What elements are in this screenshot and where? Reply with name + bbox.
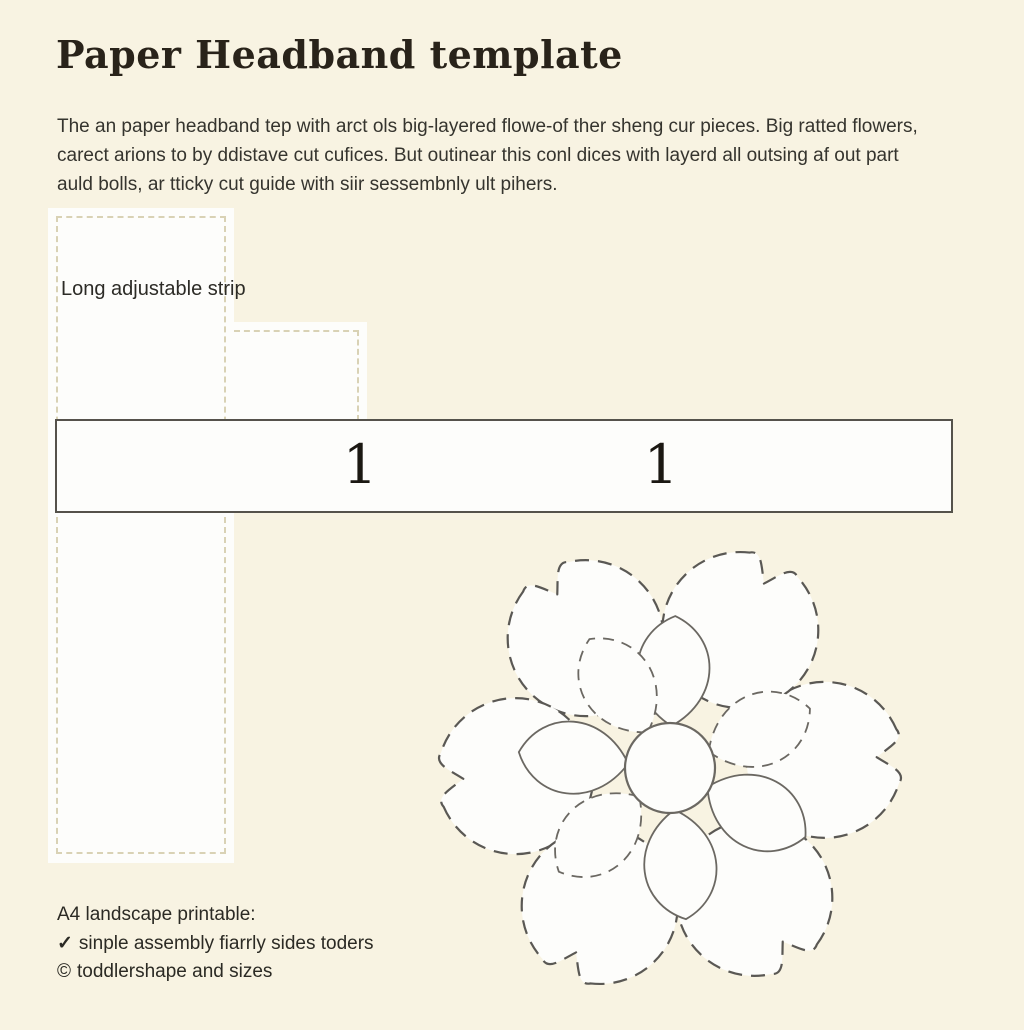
intro-line: auld bolls, ar tticky cut guide with siir sessembnly ult pihers. xyxy=(57,174,558,195)
adjustable-strip-piece xyxy=(48,208,246,863)
footer-copyright-line xyxy=(57,958,374,987)
intro-paragraph xyxy=(57,112,918,199)
page-title: Paper Headband template xyxy=(56,32,623,77)
strip-side-tab-piece xyxy=(234,322,367,421)
strip-dashed-cutline xyxy=(56,216,226,854)
footer-check-line xyxy=(57,930,374,959)
flower-svg xyxy=(430,545,910,1025)
flower-template xyxy=(430,545,910,1030)
check-icon: ✓ xyxy=(57,932,73,954)
side-tab-dashed-cutline xyxy=(234,330,359,421)
footer-check-text: sinple assembly fiarrly sides toders xyxy=(78,932,374,954)
footer-heading: A4 landscape printable: xyxy=(57,904,256,925)
footer-copyright-text: toddlershape and sizes xyxy=(77,961,273,982)
strip-label: Long adjustable strip xyxy=(61,278,246,300)
intro-line: The an paper headband tep with arct ols big-layered flowe-of ther sheng cur pieces. Big ratted flowers, xyxy=(57,116,918,137)
copyright-icon: © xyxy=(57,961,71,982)
footer-notes xyxy=(57,901,374,987)
flower-center-circle xyxy=(625,723,715,813)
band-number: 1 xyxy=(643,433,679,496)
headband-band-piece xyxy=(55,419,953,513)
band-number: 1 xyxy=(342,433,378,496)
intro-line: carect arions to by ddistave cut cufices. But outinear this conl dices with layerd all outsing af out part xyxy=(57,145,899,166)
